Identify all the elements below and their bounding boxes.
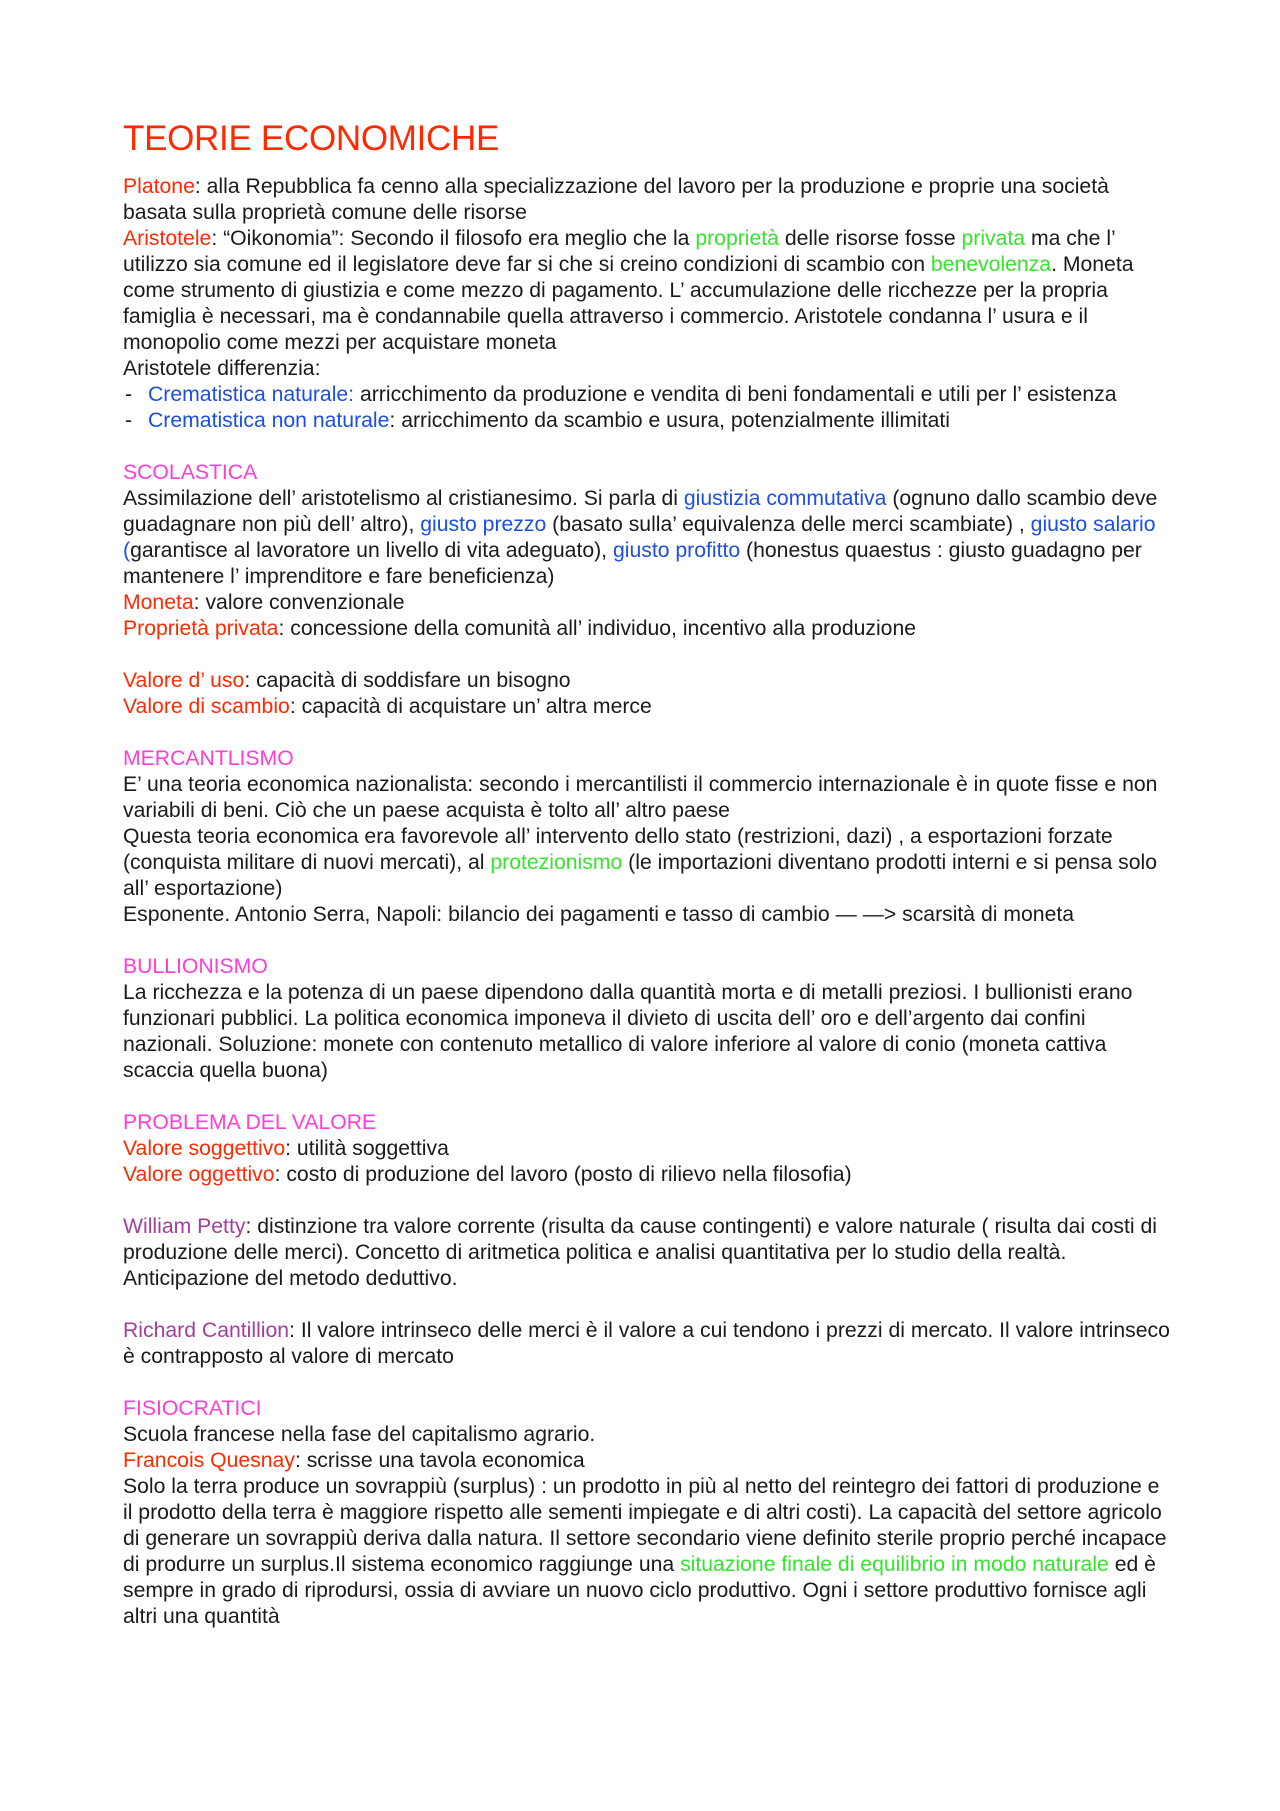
proprieta-line bbox=[123, 616, 1173, 642]
scolastica-text-4: garantisce al lavoratore un livello di vita adeguato), bbox=[130, 539, 613, 562]
crematistica-list bbox=[123, 382, 1173, 434]
aristotele-text-2: delle risorse fosse bbox=[778, 227, 962, 250]
list-item bbox=[123, 382, 1173, 408]
petty-text: : distinzione tra valore corrente (risulta da cause contingenti) e valore naturale ( risulta dai costi di produzione delle merci). Concetto di aritmetica politica e analisi quantitativa per lo studio della realtà. Anticipazione del metodo deduttivo. bbox=[123, 1215, 1157, 1290]
page-title: TEORIE ECONOMICHE bbox=[123, 119, 500, 158]
scolastica-text-2: (ognuno dallo scambio deve guadagnare non più dell’ altro), bbox=[123, 487, 1158, 536]
crematistica-non-naturale-text: : arricchimento da scambio e usura, potenzialmente illimitati bbox=[389, 409, 950, 432]
valore-uso-term: Valore d’ uso bbox=[123, 669, 245, 692]
highlight-benevolenza: benevolenza bbox=[930, 253, 1052, 276]
proprieta-term: Proprietà privata bbox=[123, 617, 279, 640]
highlight-proprieta: proprietà bbox=[695, 227, 779, 250]
platone-term: Platone bbox=[123, 175, 195, 198]
list-item bbox=[123, 408, 1173, 434]
valore-uso-text: : capacità di soddisfare un bisogno bbox=[244, 669, 571, 692]
mercantilismo-text-b: (le importazioni diventano prodotti interni e si pensa solo all’ esportazione) bbox=[123, 851, 1157, 900]
platone-paragraph bbox=[123, 174, 1173, 226]
document-page bbox=[123, 118, 1173, 1630]
section-heading-bullionismo: BULLIONISMO bbox=[123, 955, 268, 978]
valore-oggettivo-term: Valore oggettivo bbox=[123, 1163, 275, 1186]
valore-soggettivo-line bbox=[123, 1136, 1173, 1162]
aristotele-text-3: ma che l’ utilizzo sia comune ed il legislatore deve far si che si creino condizioni di scambio con bbox=[123, 227, 1115, 276]
petty-paragraph bbox=[123, 1214, 1173, 1292]
mercantilismo-text-a: Questa teoria economica era favorevole all’ intervento dello stato (restrizioni, dazi) , a esportazioni forzate (conquista militare di nuovi mercati), al bbox=[123, 825, 1113, 874]
highlight-equilibrio: situazione finale di equilibrio in modo naturale bbox=[680, 1553, 1109, 1576]
aristotele-text-4: . Moneta come strumento di giustizia e come mezzo di pagamento. L’ accumulazione delle ricchezze per la propria famiglia è necessari, ma è condannabile quella attraverso i commercio. Aristotele condanna l’ usura e il monopolio come mezzi per acquistare moneta bbox=[123, 253, 1134, 354]
aristotele-paragraph bbox=[123, 226, 1173, 356]
valore-uso-line bbox=[123, 668, 1173, 694]
highlight-giusto-profitto: giusto profitto bbox=[612, 539, 741, 562]
valore-scambio-text: : capacità di acquistare un’ altra merce bbox=[289, 695, 652, 718]
cantillon-text: : Il valore intrinseco delle merci è il valore a cui tendono i prezzi di mercato. Il valore intrinseco è contrapposto al valore di mercato bbox=[123, 1319, 1170, 1368]
section-heading-fisiocratici: FISIOCRATICI bbox=[123, 1397, 262, 1420]
fisiocratici-text-a: Solo la terra produce un sovrappiù (surplus) : un prodotto in più al netto del reintegro dei fattori di produzione e il prodotto della terra è maggiore rispetto alle sementi impiegate e di altri costi). La capacità del settore agricolo di generare un sovrappiù deriva dalla natura. Il settore secondario viene definito sterile proprio perché incapace di produrre un surplus.Il sistema economico raggiunge una bbox=[123, 1475, 1167, 1576]
highlight-giustizia-commutativa: giustizia commutativa bbox=[683, 487, 887, 510]
scolastica-paragraph bbox=[123, 486, 1173, 590]
scolastica-text-5: (honestus quaestus : giusto guadagno per mantenere l’ imprenditore e fare beneficienza) bbox=[123, 539, 1142, 588]
mercantilismo-paragraph-3: Esponente. Antonio Serra, Napoli: bilancio dei pagamenti e tasso di cambio — —> scarsità di moneta bbox=[123, 903, 1075, 926]
section-heading-problema-valore: PROBLEMA DEL VALORE bbox=[123, 1111, 377, 1134]
section-heading-mercantilismo: MERCANTLISMO bbox=[123, 747, 294, 770]
aristotele-text-1: : “Oikonomia”: Secondo il filosofo era meglio che la bbox=[211, 227, 696, 250]
moneta-text: : valore convenzionale bbox=[193, 591, 405, 614]
valore-scambio-line bbox=[123, 694, 1173, 720]
valore-soggettivo-text: : utilità soggettiva bbox=[285, 1137, 449, 1160]
quesnay-term: Francois Quesnay bbox=[123, 1449, 295, 1472]
valore-oggettivo-line bbox=[123, 1162, 1173, 1188]
highlight-giusto-salario: giusto salario ( bbox=[123, 513, 1156, 562]
quesnay-text: : scrisse una tavola economica bbox=[294, 1449, 585, 1472]
moneta-line bbox=[123, 590, 1173, 616]
proprieta-text: : concessione della comunità all’ individuo, incentivo alla produzione bbox=[278, 617, 917, 640]
section-heading-scolastica: SCOLASTICA bbox=[123, 461, 258, 484]
scolastica-text-3: (basato sulla’ equivalenza delle merci scambiate) , bbox=[546, 513, 1031, 536]
petty-term: William Petty bbox=[123, 1215, 246, 1238]
mercantilismo-paragraph-1: E’ una teoria economica nazionalista: secondo i mercantilisti il commercio internazionale è in quote fisse e non variabili di beni. Ciò che un paese acquista è tolto all’ altro paese bbox=[123, 773, 1158, 822]
highlight-giusto-prezzo: giusto prezzo bbox=[420, 513, 547, 536]
quesnay-line bbox=[123, 1448, 1173, 1474]
crematistica-non-naturale-term: Crematistica non naturale bbox=[148, 409, 390, 432]
aristotele-differenzia: Aristotele differenzia: bbox=[123, 357, 321, 380]
aristotele-term: Aristotele bbox=[123, 227, 212, 250]
highlight-privata: privata bbox=[961, 227, 1026, 250]
bullionismo-paragraph: La ricchezza e la potenza di un paese dipendono dalla quantità morta e di metalli preziosi. I bullionisti erano funzionari pubblici. La politica economica imponeva il divieto di uscita dell’ oro e dell’argento dai confini nazionali. Soluzione: monete con contenuto metallico di valore inferiore al valore di conio (moneta cattiva scaccia quella buona) bbox=[123, 981, 1133, 1082]
scolastica-text-1: Assimilazione dell’ aristotelismo al cristianesimo. Si parla di bbox=[123, 487, 684, 510]
valore-oggettivo-text: : costo di produzione del lavoro (posto di rilievo nella filosofia) bbox=[274, 1163, 852, 1186]
highlight-protezionismo: protezionismo bbox=[490, 851, 623, 874]
fisiocratici-paragraph-1: Scuola francese nella fase del capitalismo agrario. bbox=[123, 1423, 596, 1446]
fisiocratici-text-b: ed è sempre in grado di riprodursi, ossia di avviare un nuovo ciclo produttivo. Ogni i settore produttivo fornisce agli altri una quantità bbox=[123, 1553, 1156, 1628]
platone-text: : alla Repubblica fa cenno alla specializzazione del lavoro per la produzione e proprie una società basata sulla proprietà comune delle risorse bbox=[123, 175, 1109, 224]
cantillon-paragraph bbox=[123, 1318, 1173, 1370]
crematistica-naturale-term: Crematistica naturale: bbox=[148, 383, 355, 406]
moneta-term: Moneta bbox=[123, 591, 194, 614]
crematistica-naturale-text: arricchimento da produzione e vendita di beni fondamentali e utili per l’ esistenza bbox=[354, 383, 1117, 406]
valore-scambio-term: Valore di scambio bbox=[123, 695, 290, 718]
mercantilismo-paragraph-2 bbox=[123, 824, 1173, 902]
cantillon-term: Richard Cantillion bbox=[123, 1319, 290, 1342]
valore-soggettivo-term: Valore soggettivo bbox=[123, 1137, 286, 1160]
fisiocratici-paragraph-3 bbox=[123, 1474, 1173, 1630]
